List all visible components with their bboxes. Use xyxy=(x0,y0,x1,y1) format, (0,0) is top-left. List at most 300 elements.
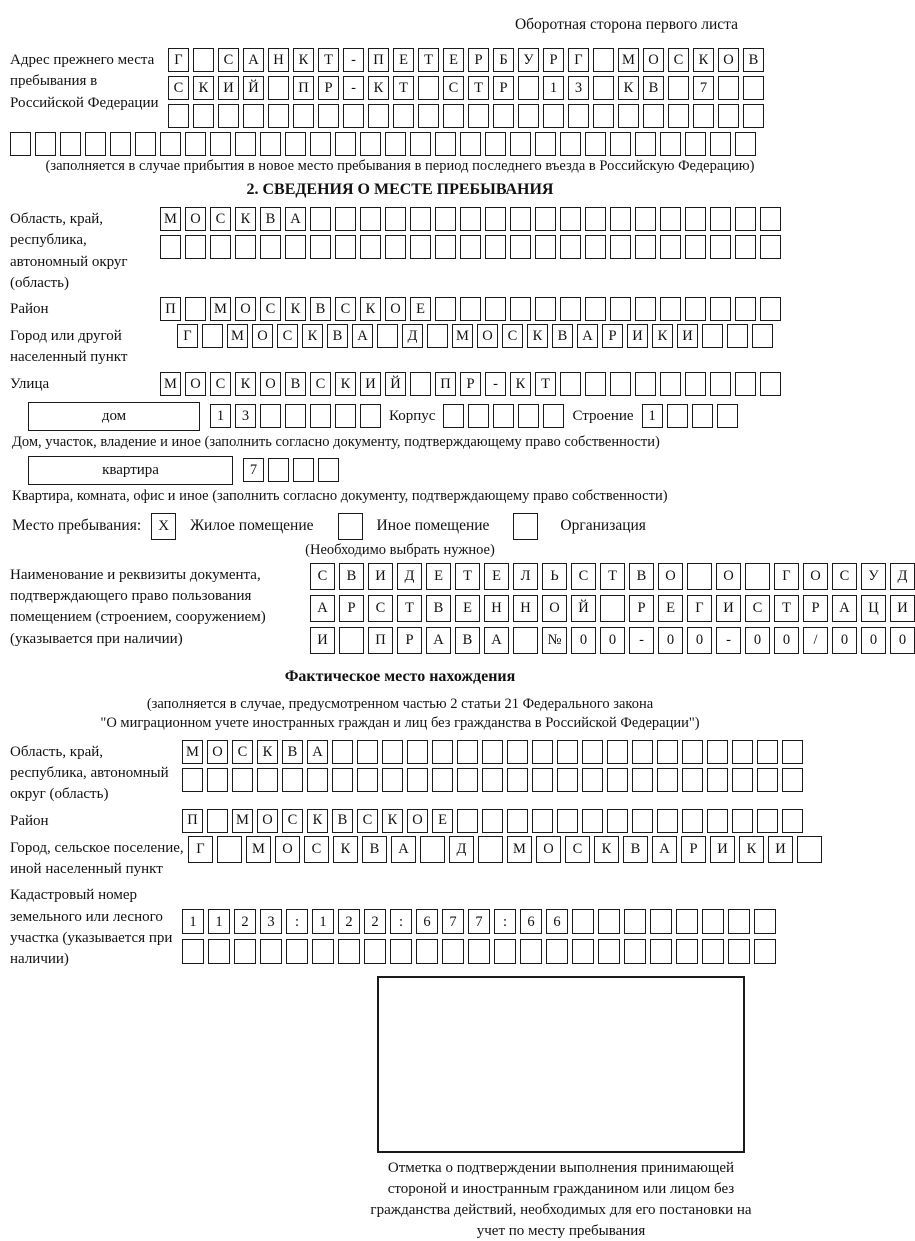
char-box xyxy=(660,235,681,259)
char-box xyxy=(482,768,503,792)
char-box xyxy=(360,235,381,259)
char-box xyxy=(560,235,581,259)
char-box xyxy=(217,836,242,863)
char-box: Е xyxy=(658,595,683,622)
char-box: И xyxy=(218,76,239,100)
char-box xyxy=(560,297,581,321)
char-box: Г xyxy=(168,48,189,72)
char-box: Р xyxy=(681,836,706,863)
char-box xyxy=(332,740,353,764)
char-box: 7 xyxy=(442,909,464,934)
char-box xyxy=(360,132,381,156)
region3-block xyxy=(10,740,790,806)
char-box xyxy=(318,458,339,482)
char-box: С xyxy=(168,76,189,100)
char-box: П xyxy=(368,48,389,72)
char-box xyxy=(382,768,403,792)
char-box xyxy=(468,404,489,428)
char-box: М xyxy=(210,297,231,321)
char-box: 2 xyxy=(338,909,360,934)
char-box: - xyxy=(629,627,654,654)
char-box xyxy=(335,132,356,156)
char-box xyxy=(407,740,428,764)
char-box xyxy=(339,627,364,654)
char-box: О xyxy=(185,207,206,231)
char-box xyxy=(600,595,625,622)
char-box xyxy=(757,740,778,764)
stay-type-checkbox-other xyxy=(338,513,363,540)
char-box: К xyxy=(693,48,714,72)
char-box xyxy=(507,809,528,833)
char-box: Д xyxy=(890,563,915,590)
char-box: К xyxy=(618,76,639,100)
apartment-box: квартира xyxy=(28,456,233,485)
char-box xyxy=(85,132,106,156)
char-box: О xyxy=(257,809,278,833)
stay-type-checkbox-residential: X xyxy=(151,513,176,540)
char-box: К xyxy=(333,836,358,863)
char-box: И xyxy=(368,563,393,590)
char-box xyxy=(520,939,542,964)
char-box: 7 xyxy=(693,76,714,100)
korpus-label: Корпус xyxy=(389,407,436,424)
prev-address-row3 xyxy=(168,104,764,128)
char-box xyxy=(685,235,706,259)
char-box xyxy=(243,104,264,128)
char-box xyxy=(757,768,778,792)
char-box xyxy=(335,207,356,231)
char-box xyxy=(682,809,703,833)
char-box xyxy=(546,939,568,964)
char-box xyxy=(760,207,781,231)
city-row xyxy=(177,324,773,348)
char-box xyxy=(707,809,728,833)
char-box xyxy=(585,372,606,396)
char-box xyxy=(582,740,603,764)
char-box: И xyxy=(768,836,793,863)
char-box xyxy=(312,939,334,964)
char-box xyxy=(618,104,639,128)
char-box xyxy=(435,207,456,231)
char-box xyxy=(560,207,581,231)
char-box: 3 xyxy=(568,76,589,100)
char-box: 0 xyxy=(571,627,596,654)
char-box xyxy=(507,740,528,764)
prev-address-row4 xyxy=(10,132,790,156)
char-box: О xyxy=(477,324,498,348)
char-box xyxy=(410,207,431,231)
char-box: : xyxy=(286,909,308,934)
char-box: О xyxy=(718,48,739,72)
char-box: Т xyxy=(600,563,625,590)
char-box xyxy=(754,909,776,934)
char-box xyxy=(268,458,289,482)
char-box: - xyxy=(716,627,741,654)
char-box: С xyxy=(304,836,329,863)
char-box xyxy=(518,104,539,128)
char-box: В xyxy=(285,372,306,396)
char-box: Е xyxy=(432,809,453,833)
char-box xyxy=(735,372,756,396)
char-box: 1 xyxy=(182,909,204,934)
char-box xyxy=(285,404,306,428)
char-box: Е xyxy=(484,563,509,590)
char-box xyxy=(510,132,531,156)
char-box xyxy=(10,132,31,156)
char-box xyxy=(535,297,556,321)
char-box xyxy=(510,297,531,321)
char-box xyxy=(435,235,456,259)
stamp-area xyxy=(360,976,762,1241)
char-box xyxy=(676,939,698,964)
char-box: Е xyxy=(426,563,451,590)
char-box: С xyxy=(668,48,689,72)
stroenie-label: Строение xyxy=(572,407,634,424)
char-box xyxy=(335,235,356,259)
char-box xyxy=(110,132,131,156)
char-box: О xyxy=(207,740,228,764)
char-box: С xyxy=(310,372,331,396)
char-box: Т xyxy=(393,76,414,100)
char-box: 2 xyxy=(234,909,256,934)
char-box: Р xyxy=(602,324,623,348)
document-row2 xyxy=(310,595,915,622)
char-box xyxy=(160,132,181,156)
char-box xyxy=(718,76,739,100)
char-box xyxy=(416,939,438,964)
char-box xyxy=(668,104,689,128)
char-box: 7 xyxy=(243,458,264,482)
char-box: У xyxy=(861,563,886,590)
char-box xyxy=(182,939,204,964)
district3-block xyxy=(10,809,790,833)
char-box xyxy=(702,939,724,964)
char-box: 0 xyxy=(861,627,886,654)
char-box: А xyxy=(484,627,509,654)
char-box xyxy=(410,372,431,396)
char-box xyxy=(610,207,631,231)
char-box: - xyxy=(343,76,364,100)
char-box: Р xyxy=(460,372,481,396)
char-box xyxy=(318,104,339,128)
char-box xyxy=(168,104,189,128)
region3-row2 xyxy=(182,768,803,792)
char-box: Б xyxy=(493,48,514,72)
char-box: М xyxy=(160,207,181,231)
char-box: И xyxy=(677,324,698,348)
char-box xyxy=(610,132,631,156)
char-box: К xyxy=(307,809,328,833)
char-box xyxy=(660,372,681,396)
char-box: 6 xyxy=(546,909,568,934)
char-box xyxy=(420,836,445,863)
char-box xyxy=(442,939,464,964)
district-row xyxy=(160,297,781,321)
char-box: В xyxy=(623,836,648,863)
char-box: Р xyxy=(543,48,564,72)
stay-type-option-residential: Жилое помещение xyxy=(190,517,314,535)
char-box xyxy=(710,207,731,231)
char-box xyxy=(135,132,156,156)
house-box: дом xyxy=(28,402,200,431)
char-box: Р xyxy=(803,595,828,622)
stroenie-cells xyxy=(642,404,738,428)
char-box xyxy=(607,740,628,764)
char-box xyxy=(685,207,706,231)
char-box xyxy=(735,235,756,259)
char-box: К xyxy=(302,324,323,348)
city3-block xyxy=(10,836,790,881)
char-box xyxy=(632,768,653,792)
char-box xyxy=(543,404,564,428)
char-box: К xyxy=(652,324,673,348)
char-box xyxy=(682,768,703,792)
char-box xyxy=(682,740,703,764)
char-box: И xyxy=(716,595,741,622)
char-box xyxy=(635,132,656,156)
char-box: В xyxy=(643,76,664,100)
char-box: 1 xyxy=(210,404,231,428)
char-box: Р xyxy=(493,76,514,100)
char-box: Е xyxy=(393,48,414,72)
char-box xyxy=(572,939,594,964)
char-box: К xyxy=(739,836,764,863)
char-box xyxy=(543,104,564,128)
char-box xyxy=(760,372,781,396)
char-box: В xyxy=(339,563,364,590)
char-box xyxy=(727,324,748,348)
char-box: С xyxy=(310,563,335,590)
city3-row xyxy=(188,836,822,863)
char-box: 1 xyxy=(642,404,663,428)
char-box: У xyxy=(518,48,539,72)
char-box: Р xyxy=(318,76,339,100)
char-box: А xyxy=(310,595,335,622)
char-box xyxy=(285,132,306,156)
char-box xyxy=(332,768,353,792)
char-box xyxy=(493,404,514,428)
char-box: С xyxy=(443,76,464,100)
document-row1 xyxy=(310,563,915,590)
stamp-box xyxy=(377,976,745,1153)
char-box: Т xyxy=(318,48,339,72)
char-box xyxy=(338,939,360,964)
char-box: В xyxy=(332,809,353,833)
char-box: 1 xyxy=(543,76,564,100)
char-box xyxy=(760,235,781,259)
house-row xyxy=(28,402,790,431)
char-box: В xyxy=(629,563,654,590)
char-box: Р xyxy=(468,48,489,72)
char-box xyxy=(418,104,439,128)
district-label: Район xyxy=(10,301,49,318)
char-box: 1 xyxy=(312,909,334,934)
char-box xyxy=(598,909,620,934)
char-box xyxy=(667,404,688,428)
char-box xyxy=(357,768,378,792)
char-box xyxy=(687,563,712,590)
apartment-cells xyxy=(243,458,339,482)
char-box: О xyxy=(275,836,300,863)
char-box xyxy=(557,768,578,792)
char-box xyxy=(668,76,689,100)
char-box xyxy=(193,104,214,128)
char-box xyxy=(585,207,606,231)
char-box xyxy=(182,768,203,792)
char-box: Н xyxy=(268,48,289,72)
house-cells xyxy=(210,404,381,428)
char-box xyxy=(717,404,738,428)
char-box xyxy=(635,297,656,321)
char-box xyxy=(443,404,464,428)
street-label: Улица xyxy=(10,375,50,392)
char-box xyxy=(624,909,646,934)
char-box xyxy=(282,768,303,792)
char-box xyxy=(535,132,556,156)
district3-label: Район xyxy=(10,812,49,829)
char-box: 7 xyxy=(468,909,490,934)
section3-heading: Фактическое место нахождения xyxy=(284,667,516,685)
char-box: П xyxy=(293,76,314,100)
char-box: А xyxy=(426,627,451,654)
char-box: М xyxy=(182,740,203,764)
page-corner-note: Оборотная сторона первого листа xyxy=(514,16,738,33)
char-box xyxy=(732,768,753,792)
char-box xyxy=(635,372,656,396)
char-box: В xyxy=(282,740,303,764)
char-box xyxy=(368,104,389,128)
char-box xyxy=(360,404,381,428)
char-box: И xyxy=(890,595,915,622)
char-box xyxy=(685,372,706,396)
char-box: О xyxy=(252,324,273,348)
char-box xyxy=(285,235,306,259)
char-box: К xyxy=(360,297,381,321)
char-box: М xyxy=(160,372,181,396)
district3-row xyxy=(182,809,803,833)
char-box: С xyxy=(210,372,231,396)
prev-address-block xyxy=(10,48,790,128)
char-box xyxy=(660,132,681,156)
char-box: 0 xyxy=(600,627,625,654)
char-box xyxy=(427,324,448,348)
char-box xyxy=(390,939,412,964)
char-box xyxy=(707,740,728,764)
char-box xyxy=(782,768,803,792)
char-box xyxy=(460,207,481,231)
char-box xyxy=(657,768,678,792)
char-box: № xyxy=(542,627,567,654)
char-box: 3 xyxy=(260,909,282,934)
char-box: Н xyxy=(484,595,509,622)
char-box: А xyxy=(832,595,857,622)
char-box xyxy=(494,939,516,964)
char-box xyxy=(735,297,756,321)
char-box: О xyxy=(407,809,428,833)
char-box: 0 xyxy=(832,627,857,654)
char-box: Й xyxy=(385,372,406,396)
char-box: - xyxy=(343,48,364,72)
char-box: Е xyxy=(410,297,431,321)
char-box xyxy=(513,627,538,654)
char-box xyxy=(607,809,628,833)
section3-note-line1: (заполняется в случае, предусмотренном частью 2 статьи 21 Федерального закона xyxy=(146,695,654,712)
char-box xyxy=(710,132,731,156)
char-box: К xyxy=(335,372,356,396)
char-box xyxy=(607,768,628,792)
char-box xyxy=(485,297,506,321)
stay-type-checkbox-organization xyxy=(513,513,538,540)
char-box: 0 xyxy=(658,627,683,654)
char-box xyxy=(485,207,506,231)
char-box xyxy=(782,809,803,833)
char-box xyxy=(478,836,503,863)
char-box: В xyxy=(310,297,331,321)
char-box xyxy=(185,235,206,259)
char-box: С xyxy=(210,207,231,231)
char-box xyxy=(202,324,223,348)
char-box xyxy=(702,909,724,934)
char-box: И xyxy=(360,372,381,396)
char-box: М xyxy=(618,48,639,72)
region-row2 xyxy=(160,235,781,259)
char-box xyxy=(660,207,681,231)
char-box xyxy=(393,104,414,128)
section2-heading: 2. СВЕДЕНИЯ О МЕСТЕ ПРЕБЫВАНИЯ xyxy=(246,181,554,198)
char-box xyxy=(460,297,481,321)
char-box xyxy=(385,132,406,156)
char-box: С xyxy=(335,297,356,321)
char-box xyxy=(693,104,714,128)
cadastral-block xyxy=(10,883,790,970)
char-box xyxy=(260,132,281,156)
document-label: Наименование и реквизиты документа, подтверждающего право пользования помещением (строением, сооружением) (указывается при наличии) xyxy=(10,566,266,647)
char-box xyxy=(60,132,81,156)
char-box: М xyxy=(507,836,532,863)
char-box xyxy=(593,104,614,128)
char-box xyxy=(657,740,678,764)
char-box: Е xyxy=(443,48,464,72)
district-block xyxy=(10,297,790,321)
char-box xyxy=(260,404,281,428)
char-box xyxy=(457,768,478,792)
region3-label: Область, край, республика, автономный округ (область) xyxy=(10,743,169,803)
char-box xyxy=(418,76,439,100)
char-box: О xyxy=(658,563,683,590)
char-box: Й xyxy=(243,76,264,100)
char-box: Р xyxy=(629,595,654,622)
char-box xyxy=(286,939,308,964)
char-box xyxy=(432,768,453,792)
char-box xyxy=(385,207,406,231)
prev-address-row1 xyxy=(168,48,764,72)
stay-type-option-other: Иное помещение xyxy=(376,517,490,535)
char-box xyxy=(710,297,731,321)
house-note: Дом, участок, владение и иное (заполнить согласно документу, подтверждающему право собственности) xyxy=(12,433,660,450)
char-box xyxy=(685,132,706,156)
char-box: О xyxy=(185,372,206,396)
char-box xyxy=(235,132,256,156)
char-box xyxy=(343,104,364,128)
char-box: О xyxy=(385,297,406,321)
char-box xyxy=(743,76,764,100)
char-box: В xyxy=(426,595,451,622)
char-box: 6 xyxy=(520,909,542,934)
char-box xyxy=(457,809,478,833)
char-box: Е xyxy=(455,595,480,622)
char-box: С xyxy=(832,563,857,590)
char-box xyxy=(532,740,553,764)
